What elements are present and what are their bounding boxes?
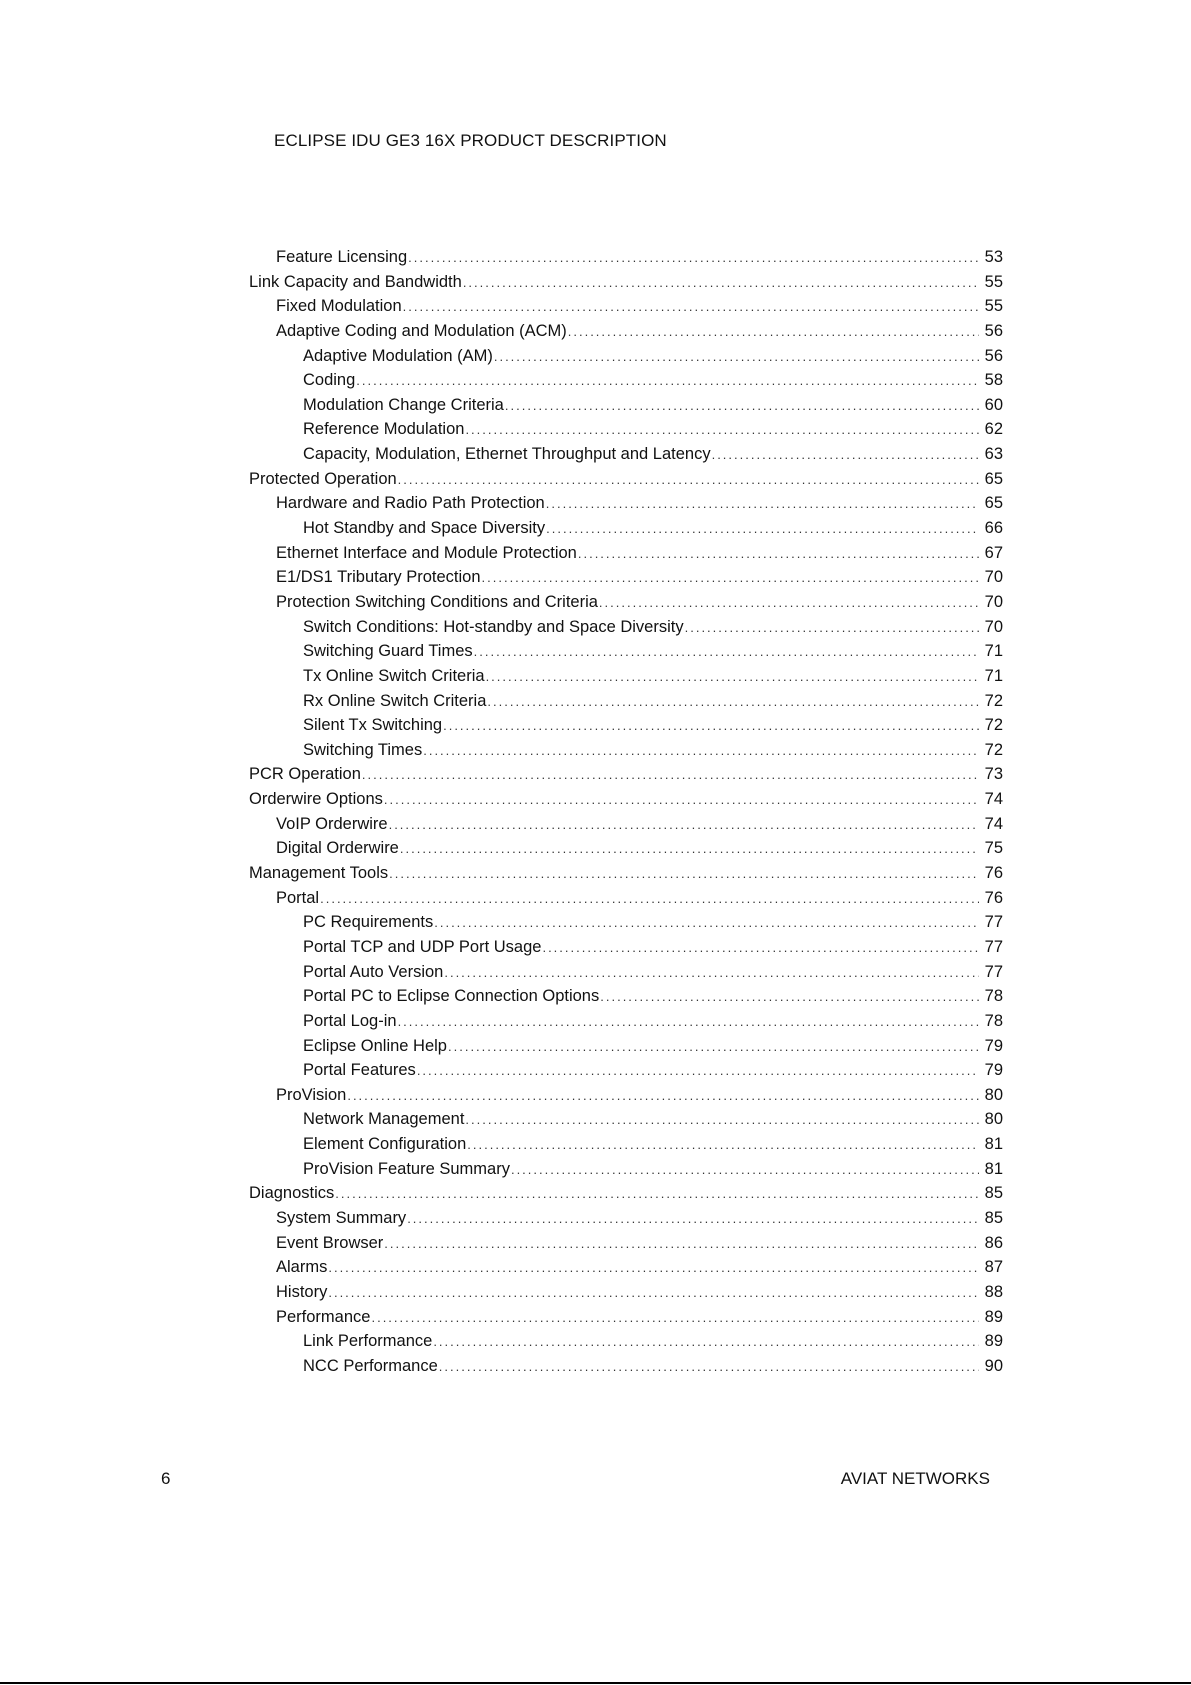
toc-entry[interactable] (249, 1110, 1003, 1135)
dot-leader (463, 275, 979, 290)
toc-entry-title: Orderwire Options (249, 790, 383, 809)
toc-entry-page: 86 (984, 1233, 1003, 1252)
toc-entry-page: 63 (984, 445, 1003, 464)
dot-leader (328, 1260, 979, 1275)
toc-entry-title: Element Configuration (303, 1135, 467, 1154)
dot-leader (568, 324, 979, 339)
toc-entry-title: Silent Tx Switching (303, 716, 443, 735)
toc-entry-page: 88 (984, 1282, 1003, 1301)
dot-leader (335, 1186, 979, 1201)
dot-leader (482, 570, 979, 585)
toc-entry-title: Adaptive Modulation (AM) (303, 346, 493, 365)
toc-entry-page: 75 (984, 839, 1003, 858)
toc-entry[interactable] (249, 938, 1003, 963)
toc-entry-page: 90 (984, 1356, 1003, 1375)
toc-entry-page: 76 (984, 864, 1003, 883)
toc-entry-title: PCR Operation (249, 765, 361, 784)
toc-entry-title: Feature Licensing (276, 248, 408, 266)
dot-leader (444, 965, 979, 980)
toc-entry[interactable] (249, 1234, 1003, 1259)
toc-entry[interactable] (249, 1308, 1003, 1333)
table-of-contents (249, 248, 1003, 1381)
toc-entry-title: Coding (303, 371, 356, 390)
toc-entry-page: 77 (984, 937, 1003, 956)
toc-entry-page: 56 (984, 346, 1003, 365)
dot-leader (384, 1236, 979, 1251)
toc-entry-title: History (276, 1282, 328, 1301)
dot-leader (448, 1039, 979, 1054)
toc-entry-title: System Summary (276, 1208, 407, 1227)
toc-entry-page: 85 (984, 1208, 1003, 1227)
toc-entry[interactable] (249, 347, 1003, 372)
toc-entry-page: 71 (984, 666, 1003, 685)
toc-entry-title: Portal Auto Version (303, 962, 444, 981)
toc-entry-page: 77 (984, 913, 1003, 932)
toc-entry-page: 78 (984, 1011, 1003, 1030)
toc-entry-page: 72 (984, 740, 1003, 759)
toc-entry-page: 89 (984, 1332, 1003, 1351)
toc-entry-page: 65 (984, 494, 1003, 513)
toc-entry-title: Link Capacity and Bandwidth (249, 272, 462, 291)
toc-entry[interactable] (249, 741, 1003, 766)
dot-leader (384, 792, 979, 807)
toc-entry[interactable] (249, 1332, 1003, 1357)
dot-leader (511, 1162, 979, 1177)
toc-entry[interactable] (249, 273, 1003, 298)
toc-entry-page: 77 (984, 962, 1003, 981)
dot-leader (465, 422, 979, 437)
toc-entry-title: Adaptive Coding and Modulation (ACM) (276, 321, 567, 340)
toc-entry[interactable] (249, 544, 1003, 569)
toc-entry-page: 79 (984, 1061, 1003, 1080)
toc-entry[interactable] (249, 1086, 1003, 1111)
dot-leader (407, 1211, 979, 1226)
toc-entry[interactable] (249, 519, 1003, 544)
toc-entry[interactable] (249, 987, 1003, 1012)
toc-entry-title: Event Browser (276, 1233, 384, 1252)
toc-entry[interactable] (249, 1357, 1003, 1382)
toc-entry-title: Switching Guard Times (303, 642, 473, 661)
toc-entry-title: Ethernet Interface and Module Protection (276, 543, 577, 562)
toc-entry-page: 87 (984, 1258, 1003, 1277)
toc-entry[interactable] (249, 692, 1003, 717)
toc-entry-title: Protected Operation (249, 469, 397, 488)
footer-company: AVIAT NETWORKS (840, 1469, 990, 1488)
toc-entry[interactable] (249, 396, 1003, 421)
toc-entry[interactable] (249, 1012, 1003, 1037)
dot-leader (371, 1310, 979, 1325)
toc-entry-title: Performance (276, 1307, 371, 1326)
toc-entry-title: Protection Switching Conditions and Criteria (276, 592, 598, 611)
toc-entry-page: 79 (984, 1036, 1003, 1055)
toc-entry[interactable] (249, 445, 1003, 470)
toc-entry-page: 80 (984, 1085, 1003, 1104)
dot-leader (417, 1063, 979, 1078)
dot-leader (600, 989, 979, 1004)
toc-entry[interactable] (249, 248, 1003, 273)
dot-leader (494, 349, 979, 364)
toc-entry-title: Digital Orderwire (276, 839, 399, 858)
toc-entry[interactable] (249, 864, 1003, 889)
toc-entry[interactable] (249, 297, 1003, 322)
toc-entry[interactable] (249, 568, 1003, 593)
toc-entry[interactable] (249, 1037, 1003, 1062)
toc-entry[interactable] (249, 1283, 1003, 1308)
toc-entry-title: Portal Features (303, 1061, 416, 1080)
dot-leader (546, 496, 979, 511)
toc-entry-title: Modulation Change Criteria (303, 395, 504, 414)
toc-entry-title: Management Tools (249, 864, 389, 883)
document-header: ECLIPSE IDU GE3 16X PRODUCT DESCRIPTION (274, 131, 667, 150)
dot-leader (408, 250, 979, 265)
toc-entry[interactable] (249, 815, 1003, 840)
dot-leader (578, 546, 979, 561)
toc-entry[interactable] (249, 1184, 1003, 1209)
toc-entry-title: Network Management (303, 1110, 465, 1129)
bottom-rule (0, 1682, 1191, 1684)
toc-entry-title: Eclipse Online Help (303, 1036, 447, 1055)
toc-entry-page: 65 (984, 469, 1003, 488)
toc-entry-page: 81 (984, 1159, 1003, 1178)
toc-entry-title: Diagnostics (249, 1184, 335, 1203)
toc-entry[interactable] (249, 913, 1003, 938)
toc-entry-page: 71 (984, 642, 1003, 661)
toc-entry-page: 72 (984, 716, 1003, 735)
toc-entry-title: Hardware and Radio Path Protection (276, 494, 545, 513)
toc-entry-title: Portal (276, 888, 320, 907)
dot-leader (505, 398, 979, 413)
dot-leader (389, 866, 979, 881)
toc-entry[interactable] (249, 667, 1003, 692)
toc-entry-page: 78 (984, 987, 1003, 1006)
dot-leader (356, 373, 979, 388)
toc-entry[interactable] (249, 371, 1003, 396)
dot-leader (320, 891, 979, 906)
toc-entry-page: 81 (984, 1135, 1003, 1154)
toc-entry-page: 74 (984, 814, 1003, 833)
toc-entry[interactable] (249, 963, 1003, 988)
toc-entry-title: Portal TCP and UDP Port Usage (303, 937, 542, 956)
toc-entry-title: PC Requirements (303, 913, 434, 932)
toc-entry[interactable] (249, 1061, 1003, 1086)
dot-leader (546, 521, 979, 536)
toc-entry-title: ProVision (276, 1085, 347, 1104)
dot-leader (400, 841, 979, 856)
dot-leader (328, 1285, 979, 1300)
toc-entry[interactable] (249, 1209, 1003, 1234)
toc-entry-title: Switch Conditions: Hot-standby and Space Diversity (303, 617, 684, 636)
toc-entry-page: 70 (984, 617, 1003, 636)
toc-entry-title: NCC Performance (303, 1356, 438, 1375)
toc-entry[interactable] (249, 618, 1003, 643)
page-number: 6 (161, 1469, 171, 1488)
dot-leader (403, 299, 979, 314)
toc-entry-title: Portal Log-in (303, 1011, 397, 1030)
toc-entry[interactable] (249, 470, 1003, 495)
toc-entry-title: Rx Online Switch Criteria (303, 691, 487, 710)
toc-entry-page: 66 (984, 519, 1003, 538)
dot-leader (434, 915, 979, 930)
toc-entry[interactable] (249, 593, 1003, 618)
toc-entry-page: 80 (984, 1110, 1003, 1129)
toc-entry[interactable] (249, 1258, 1003, 1283)
toc-entry-page: 67 (984, 543, 1003, 562)
toc-entry-title: Fixed Modulation (276, 297, 402, 316)
toc-entry-title: Link Performance (303, 1332, 433, 1351)
toc-entry[interactable] (249, 1160, 1003, 1185)
toc-entry-title: VoIP Orderwire (276, 814, 388, 833)
toc-entry[interactable] (249, 839, 1003, 864)
toc-entry[interactable] (249, 765, 1003, 790)
dot-leader (423, 743, 979, 758)
toc-entry-title: Switching Times (303, 740, 423, 759)
dot-leader (487, 694, 979, 709)
dot-leader (486, 669, 979, 684)
toc-entry-title: Capacity, Modulation, Ethernet Throughput and Latency (303, 445, 711, 464)
toc-entry[interactable] (249, 716, 1003, 741)
dot-leader (599, 595, 979, 610)
dot-leader (685, 620, 979, 635)
toc-entry-title: Reference Modulation (303, 420, 465, 439)
dot-leader (443, 718, 979, 733)
toc-entry[interactable] (249, 889, 1003, 914)
toc-entry-title: Alarms (276, 1258, 328, 1277)
toc-entry-page: 55 (984, 272, 1003, 291)
toc-entry[interactable] (249, 494, 1003, 519)
dot-leader (398, 1014, 979, 1029)
toc-entry[interactable] (249, 1135, 1003, 1160)
dot-leader (474, 644, 979, 659)
toc-entry-page: 85 (984, 1184, 1003, 1203)
dot-leader (398, 472, 979, 487)
dot-leader (712, 447, 979, 462)
toc-entry-page: 72 (984, 691, 1003, 710)
toc-entry-page: 89 (984, 1307, 1003, 1326)
toc-entry-title: Portal PC to Eclipse Connection Options (303, 987, 600, 1006)
dot-leader (467, 1137, 979, 1152)
toc-entry-title: ProVision Feature Summary (303, 1159, 510, 1178)
toc-entry-title: Hot Standby and Space Diversity (303, 519, 546, 538)
toc-entry-page: 53 (984, 248, 1003, 266)
dot-leader (362, 767, 979, 782)
toc-entry-page: 74 (984, 790, 1003, 809)
toc-entry-page: 58 (984, 371, 1003, 390)
toc-entry-page: 56 (984, 321, 1003, 340)
toc-entry-page: 55 (984, 297, 1003, 316)
toc-entry-title: Tx Online Switch Criteria (303, 666, 485, 685)
toc-entry[interactable] (249, 790, 1003, 815)
dot-leader (465, 1112, 979, 1127)
toc-entry-page: 70 (984, 592, 1003, 611)
dot-leader (389, 817, 979, 832)
toc-entry-page: 62 (984, 420, 1003, 439)
toc-entry-page: 73 (984, 765, 1003, 784)
dot-leader (439, 1359, 979, 1374)
toc-entry-page: 76 (984, 888, 1003, 907)
toc-entry[interactable] (249, 420, 1003, 445)
toc-entry-page: 60 (984, 395, 1003, 414)
toc-entry-page: 70 (984, 568, 1003, 587)
dot-leader (433, 1334, 979, 1349)
dot-leader (542, 940, 979, 955)
dot-leader (347, 1088, 979, 1103)
toc-entry[interactable] (249, 322, 1003, 347)
toc-entry-title: E1/DS1 Tributary Protection (276, 568, 481, 587)
toc-entry[interactable] (249, 642, 1003, 667)
